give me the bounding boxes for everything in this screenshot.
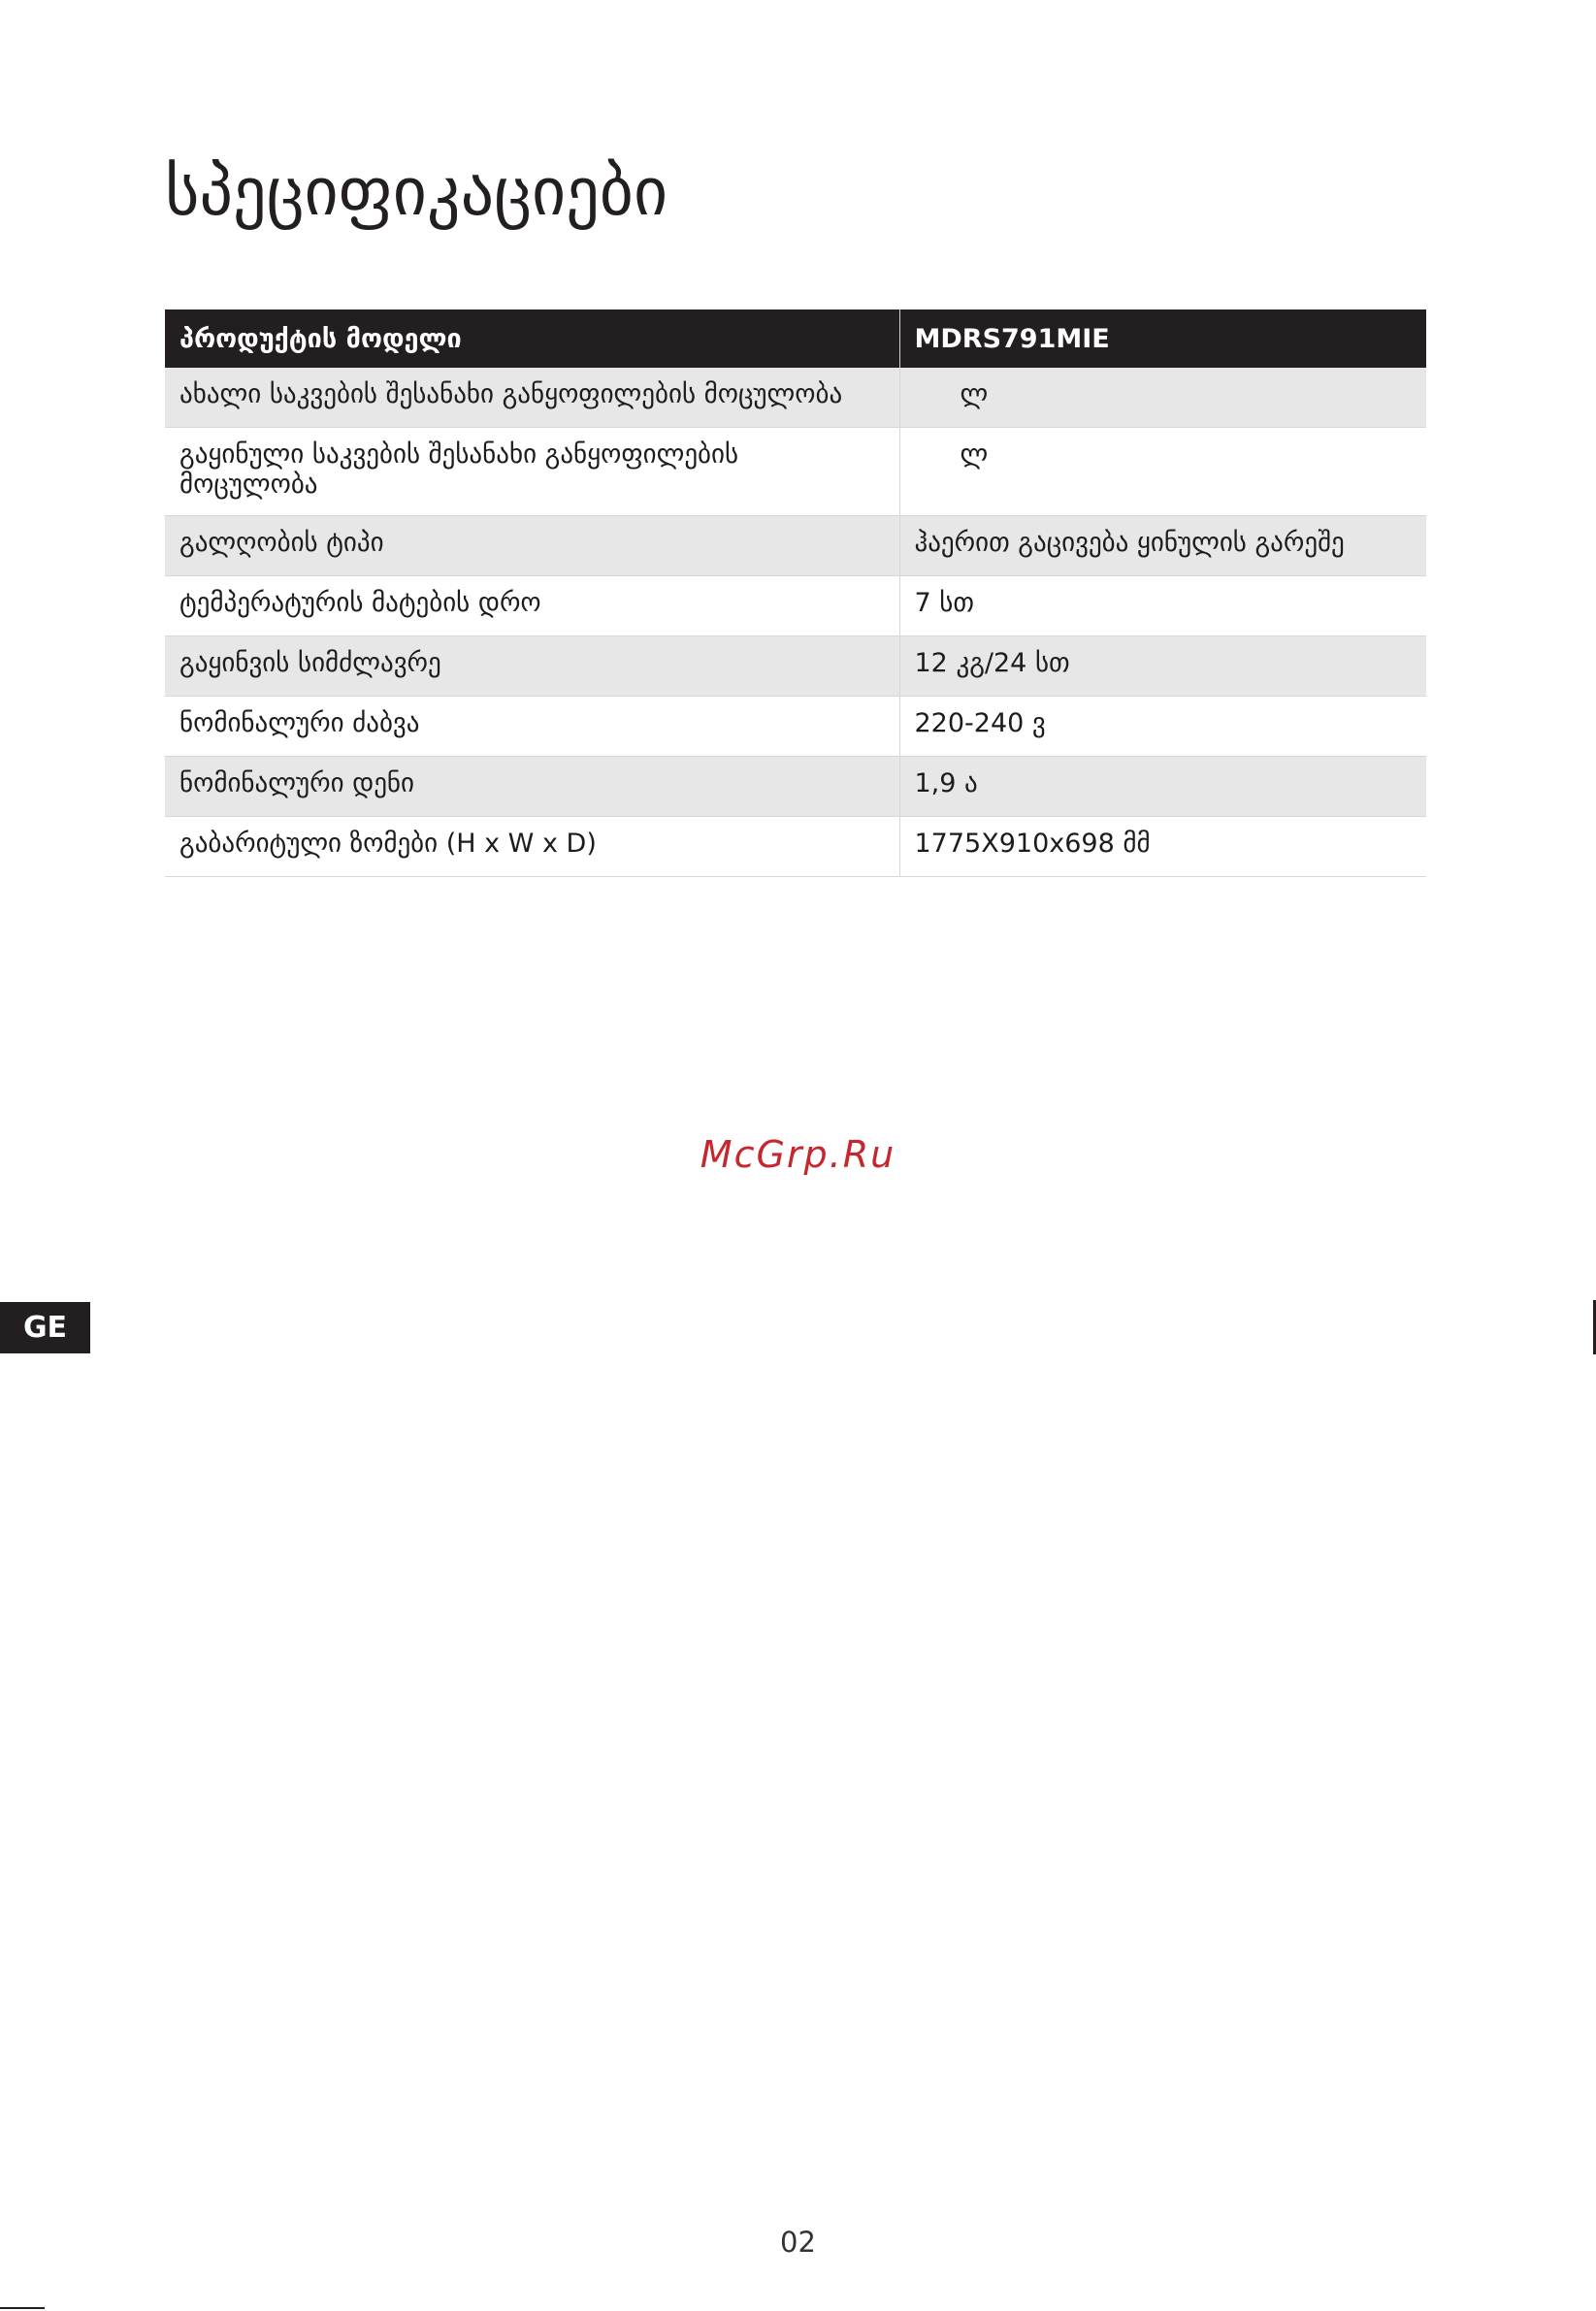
- table-row: [165, 368, 1426, 428]
- table-row: [165, 757, 1426, 817]
- header-model: MDRS791MIE: [899, 309, 1426, 368]
- page-number: 02: [780, 2226, 816, 2259]
- row-value: ჰაერით გაცივება ყინულის გარეშე: [899, 516, 1426, 576]
- row-value: 1,9 ა: [899, 757, 1426, 817]
- row-value: ლ: [899, 368, 1426, 428]
- row-label: ნომინალური ძაბვა: [165, 697, 899, 757]
- table-row: [165, 817, 1426, 877]
- table-header-row: [165, 309, 1426, 368]
- table-row: [165, 697, 1426, 757]
- row-label: ნომინალური დენი: [165, 757, 899, 817]
- header-label: პროდუქტის მოდელი: [165, 309, 899, 368]
- watermark-link[interactable]: McGrp.Ru: [700, 1133, 896, 1176]
- row-value: 7 სთ: [899, 576, 1426, 636]
- page-title: სპეციფიკაციები: [165, 154, 668, 231]
- table-row: [165, 516, 1426, 576]
- table-row: [165, 636, 1426, 697]
- row-label: გაბარიტული ზომები (H x W x D): [165, 817, 899, 877]
- table-row: [165, 576, 1426, 636]
- language-tab: GE: [0, 1302, 90, 1353]
- row-label: გალღობის ტიპი: [165, 516, 899, 576]
- row-value: 1775X910x698 მმ: [899, 817, 1426, 877]
- row-value: 220-240 ვ: [899, 697, 1426, 757]
- row-label: გაყინული საკვების შესანახი განყოფილების მოცულობა: [165, 428, 899, 516]
- spec-table: [165, 309, 1426, 877]
- row-label: გაყინვის სიმძლავრე: [165, 636, 899, 697]
- row-label: ტემპერატურის მატების დრო: [165, 576, 899, 636]
- table-row: [165, 428, 1426, 516]
- row-label: ახალი საკვების შესანახი განყოფილების მოცულობა: [165, 368, 899, 428]
- crop-mark: [0, 2307, 45, 2309]
- row-value: 12 კგ/24 სთ: [899, 636, 1426, 697]
- row-value: ლ: [899, 428, 1426, 516]
